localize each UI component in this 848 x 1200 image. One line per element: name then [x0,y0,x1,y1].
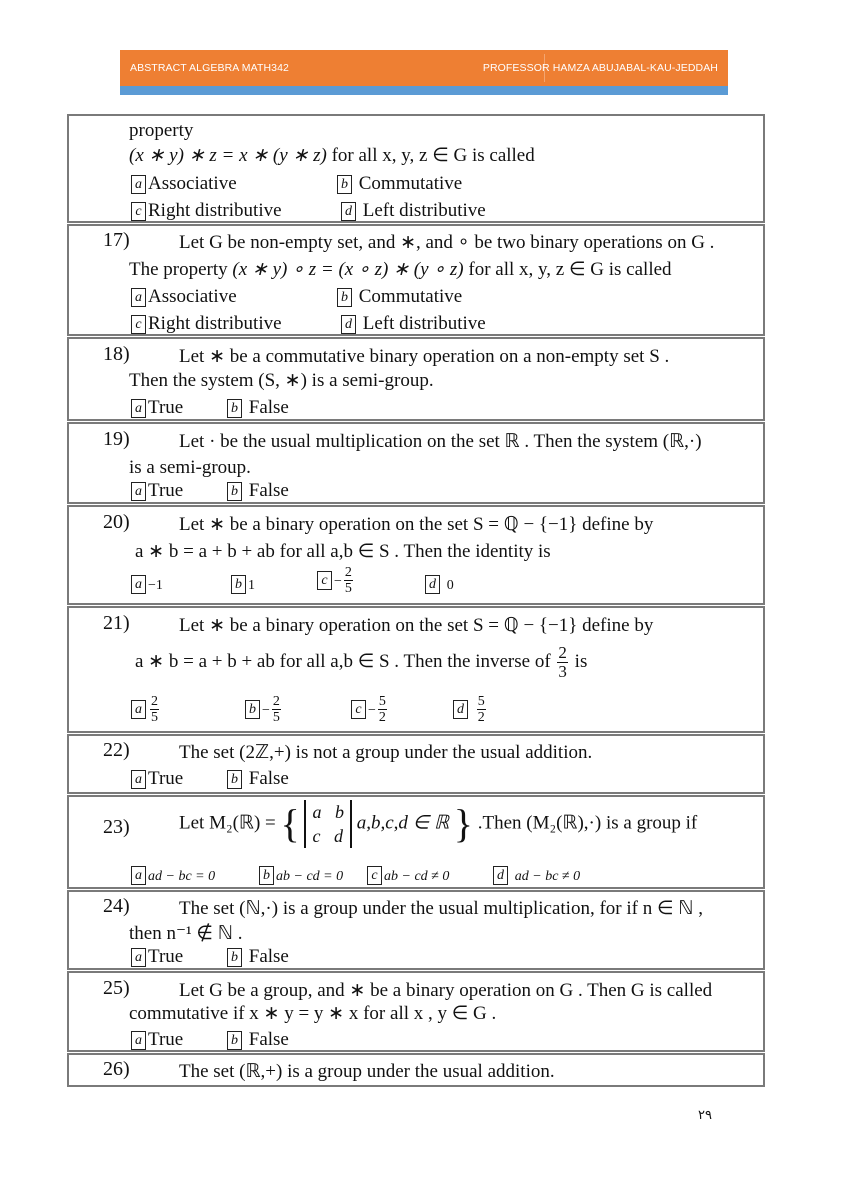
q24-line2: then n⁻¹ ∉ ℕ . [129,923,243,944]
q21-option-c[interactable]: c − $\frac{5}{2}$ [351,694,389,725]
q19-line2: is a semi-group. [129,457,251,478]
question-17 [67,224,765,336]
q16-intro: property [129,120,194,141]
q16-formula: (x ∗ y) ∗ z = x ∗ (y ∗ z) [129,145,327,166]
q20-c-fraction: $\frac{2}{5}$ [344,565,352,596]
q23-post: .Then (M₂(ℝ),·) is a group if [477,812,698,834]
q18-line2: Then the system (S, ∗) is a semi-group. [129,370,434,391]
q25-option-b[interactable]: b False [227,1029,289,1051]
q24-line1: The set (ℕ,·) is a group under the usual multiplication, for if n ∈ ℕ , [179,898,703,919]
q21-a-fraction: $\frac{2}{5}$ [151,694,158,725]
q20-number: 20) [103,511,130,533]
header-accent-bar [120,86,728,95]
q23-option-d[interactable]: d ad − bc ≠ 0 [493,864,580,886]
question-24 [67,890,765,970]
q16-option-c[interactable]: c Right distributive [131,200,282,222]
q16-option-b[interactable]: b Commutative [337,173,462,195]
q20-option-a[interactable]: a −1 [131,573,163,595]
q17-option-d[interactable]: d Left distributive [341,313,486,335]
q20-option-b[interactable]: b 1 [231,573,255,595]
question-20 [67,505,765,605]
q16-tail: for all x, y, z ∈ G is called [331,145,535,166]
q23-option-c[interactable]: c ab − cd ≠ 0 [367,864,449,886]
q17-formula: (x ∗ y) ∘ z = (x ∘ z) ∗ (y ∘ z) [232,259,464,280]
q21-option-a[interactable]: a $\frac{2}{5}$ [131,694,161,725]
q22-number: 22) [103,739,130,761]
question-22 [67,734,765,794]
q21-b-fraction: $\frac{2}{5}$ [272,694,280,725]
q20-option-c[interactable]: c − $\frac{2}{5}$ [317,565,355,596]
q19-number: 19) [103,428,130,450]
q21-number: 21) [103,612,130,634]
q21-inverse-fraction: $\frac{2}{3}$ [558,643,567,681]
q26-number: 26) [103,1058,130,1080]
q21-line2: a ∗ b = a + b + ab for all a,b ∈ S . Then the inverse of $\frac{2}{3}$ is [135,643,588,681]
question-26 [67,1053,765,1087]
q21-option-b[interactable]: b − $\frac{2}{5}$ [245,694,283,725]
q18-option-a[interactable]: a True [131,397,183,419]
q16-option-a[interactable]: a Associative [131,173,237,195]
q23-option-a[interactable]: a ad − bc = 0 [131,864,215,886]
q21-option-d[interactable]: d $\frac{5}{2}$ [453,694,488,725]
header-course-title: ABSTRACT ALGEBRA MATH342 [130,62,289,74]
q22-option-a[interactable]: a True [131,768,183,790]
q21-line1: Let ∗ be a binary operation on the set S = ℚ − {−1} define by [179,615,654,636]
q23-option-b[interactable]: b ab − cd = 0 [259,864,343,886]
q17-option-c[interactable]: c Right distributive [131,313,282,335]
q25-option-a[interactable]: a True [131,1029,183,1051]
q17-number: 17) [103,229,130,251]
question-16 [67,114,765,223]
q16-statement [129,144,535,167]
q24-option-a[interactable]: a True [131,946,183,968]
q18-option-b[interactable]: b False [227,397,289,419]
question-18 [67,337,765,421]
q22-line1: The set (2ℤ,+) is not a group under the usual addition. [179,742,593,763]
question-19 [67,422,765,504]
q20-line1: Let ∗ be a binary operation on the set S = ℚ − {−1} define by [179,514,654,535]
q17-statement: The property (x ∗ y) ∘ z = (x ∘ z) ∗ (y ∘ z) for all x, y, z ∈ G is called [129,259,672,280]
q20-line2: a ∗ b = a + b + ab for all a,b ∈ S . Then the identity is [135,541,551,562]
q16-option-d[interactable]: d Left distributive [341,200,486,222]
q17-option-b[interactable]: b Commutative [337,286,462,308]
question-23 [67,795,765,889]
q23-left-brace: { [280,801,300,846]
q17-line1: Let G be non-empty set, and ∗, and ∘ be two binary operations on G . [179,232,715,253]
q25-number: 25) [103,977,130,999]
q25-line2: commutative if x ∗ y = y ∗ x for all x , y ∈ G . [129,1003,497,1024]
question-table [67,114,765,1088]
header-author: PROFESSOR HAMZA ABUJABAL-KAU-JEDDAH [482,62,718,74]
q23-matrix: a b c d [304,800,352,848]
page-header [120,50,728,86]
q19-line1: Let · be the usual multiplication on the set ℝ . Then the system (ℝ,·) [179,431,702,452]
page-number: ٢٩ [698,1108,712,1123]
q19-option-a[interactable]: a True [131,480,183,502]
q23-number: 23) [103,816,130,838]
q21-d-fraction: $\frac{5}{2}$ [477,694,485,725]
q20-option-d[interactable]: d 0 [425,573,454,595]
q21-c-fraction: $\frac{5}{2}$ [378,694,386,725]
q17-option-a[interactable]: a Associative [131,286,237,308]
q25-line1: Let G be a group, and ∗ be a binary operation on G . Then G is called [179,980,713,1001]
question-21 [67,606,765,733]
q22-option-b[interactable]: b False [227,768,289,790]
q24-number: 24) [103,895,130,917]
q23-condition: a,b,c,d ∈ ℝ [356,812,450,834]
q18-line1: Let ∗ be a commutative binary operation on a non-empty set S . [179,346,670,367]
q26-line1: The set (ℝ,+) is a group under the usual addition. [179,1061,555,1082]
q24-option-b[interactable]: b False [227,946,289,968]
q18-number: 18) [103,343,130,365]
q23-right-brace: } [453,801,473,846]
q23-statement: Let M₂(ℝ) = { a b c d a,b,c,d ∈ ℝ } .Then (M₂(ℝ),·) is a group if [179,801,698,846]
q19-option-b[interactable]: b False [227,480,289,502]
question-25 [67,971,765,1052]
